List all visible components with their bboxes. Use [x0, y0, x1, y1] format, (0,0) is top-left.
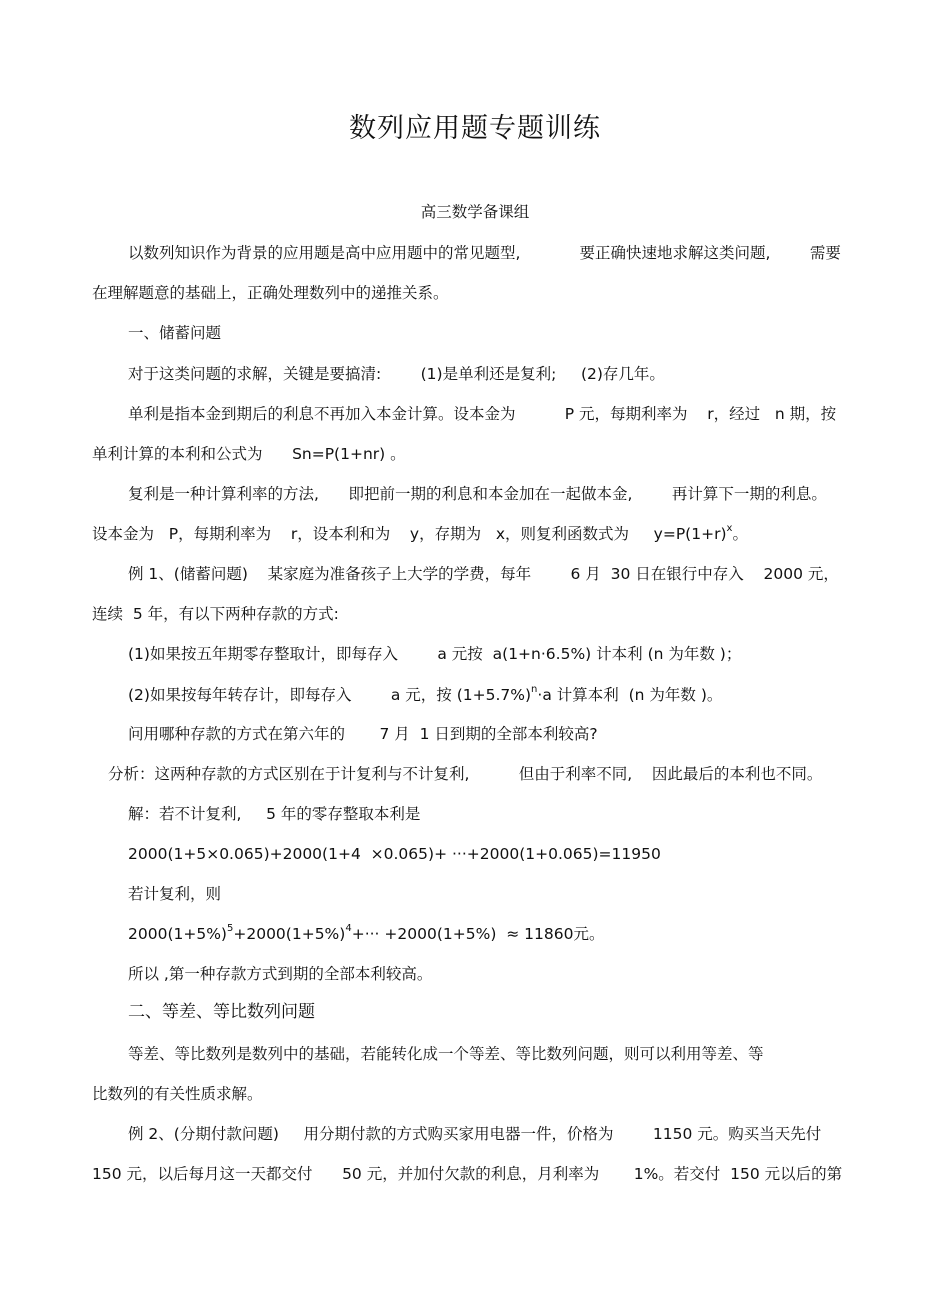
line-text: (2)如果按每年转存计，即每存入 a 元，按 (1+5.7%) — [128, 686, 532, 704]
formula-line — [128, 924, 604, 944]
section-heading: 一、储蓄问题 — [128, 324, 222, 342]
line-text: 设本金为 P，每期利率为 r，设本利和为 y，存期为 x，则复利函数式为 y=P(1+r) — [92, 525, 727, 543]
exponent: n — [531, 684, 538, 695]
paragraph-line: 单利是指本金到期后的利息不再加入本金计算。设本金为 P 元，每期利率为 r，经过 n 期，按 — [128, 405, 837, 423]
solution-line: 若计复利，则 — [128, 885, 222, 903]
section-heading: 二、等差、等比数列问题 — [128, 1002, 315, 1022]
paragraph-line: 对于这类问题的求解，关键是要搞清: (1)是单利还是复利; (2)存几年。 — [128, 365, 665, 383]
formula-line: 单利计算的本利和公式为 Sn=P(1+nr) 。 — [92, 445, 406, 463]
conclusion-line: 所以 ,第一种存款方式到期的全部本利较高。 — [128, 965, 433, 983]
paragraph-line: 连续 5 年，有以下两种存款的方式: — [92, 605, 339, 623]
line-text: 。 — [732, 525, 748, 543]
example-line: 例 2、(分期付款问题) 用分期付款的方式购买家用电器一件，价格为 1150 元。购买当天先付 — [128, 1125, 822, 1143]
analysis-line: 分析：这两种存款的方式区别在于计复利与不计复利, 但由于利率不同, 因此最后的本利也不同。 — [108, 765, 823, 783]
paragraph-line: 以数列知识作为背景的应用题是高中应用题中的常见题型, 要正确快速地求解这类问题, 需要 — [128, 244, 841, 262]
paragraph-line: 复利是一种计算利率的方法, 即把前一期的利息和本金加在一起做本金, 再计算下一期的利息。 — [128, 485, 827, 503]
line-text: ·a 计算本利 (n 为年数 )。 — [537, 686, 723, 704]
question-line: 问用哪种存款的方式在第六年的 7 月 1 日到期的全部本利较高? — [128, 725, 598, 743]
option-line: (1)如果按五年期零存整取计，即每存入 a 元按 a(1+n·6.5%) 计本利 (n 为年数 )； — [128, 645, 742, 663]
paragraph-line: 等差、等比数列是数列中的基础，若能转化成一个等差、等比数列问题，则可以利用等差、等 — [128, 1045, 764, 1063]
example-line: 例 1、(储蓄问题) 某家庭为准备孩子上大学的学费，每年 6 月 30 日在银行中存入 2000 元， — [128, 565, 839, 583]
solution-line: 解：若不计复利, 5 年的零存整取本利是 — [128, 805, 421, 823]
exponent: 4 — [345, 923, 352, 934]
line-text: +2000(1+5%) — [233, 925, 346, 943]
paragraph-line: 比数列的有关性质求解。 — [92, 1085, 263, 1103]
paragraph-line: 在理解题意的基础上，正确处理数列中的递推关系。 — [92, 284, 449, 302]
page-title: 数列应用题专题训练 — [349, 113, 601, 144]
formula-line: 2000(1+5×0.065)+2000(1+4 ×0.065)+ ···+2000(1+0.065)=11950 — [128, 845, 661, 863]
author-line: 高三数学备课组 — [420, 203, 530, 221]
line-text: +··· +2000(1+5%) ≈ 11860元。 — [351, 925, 605, 943]
exponent: 5 — [226, 923, 234, 934]
exponent: x — [726, 523, 733, 534]
paragraph-line: 150 元，以后每月这一天都交付 50 元，并加付欠款的利息，月利率为 1%。若交付 150 元以后的第 — [92, 1165, 843, 1183]
formula-line — [92, 524, 748, 544]
option-line — [128, 685, 722, 705]
line-text: 2000(1+5%) — [128, 925, 227, 943]
